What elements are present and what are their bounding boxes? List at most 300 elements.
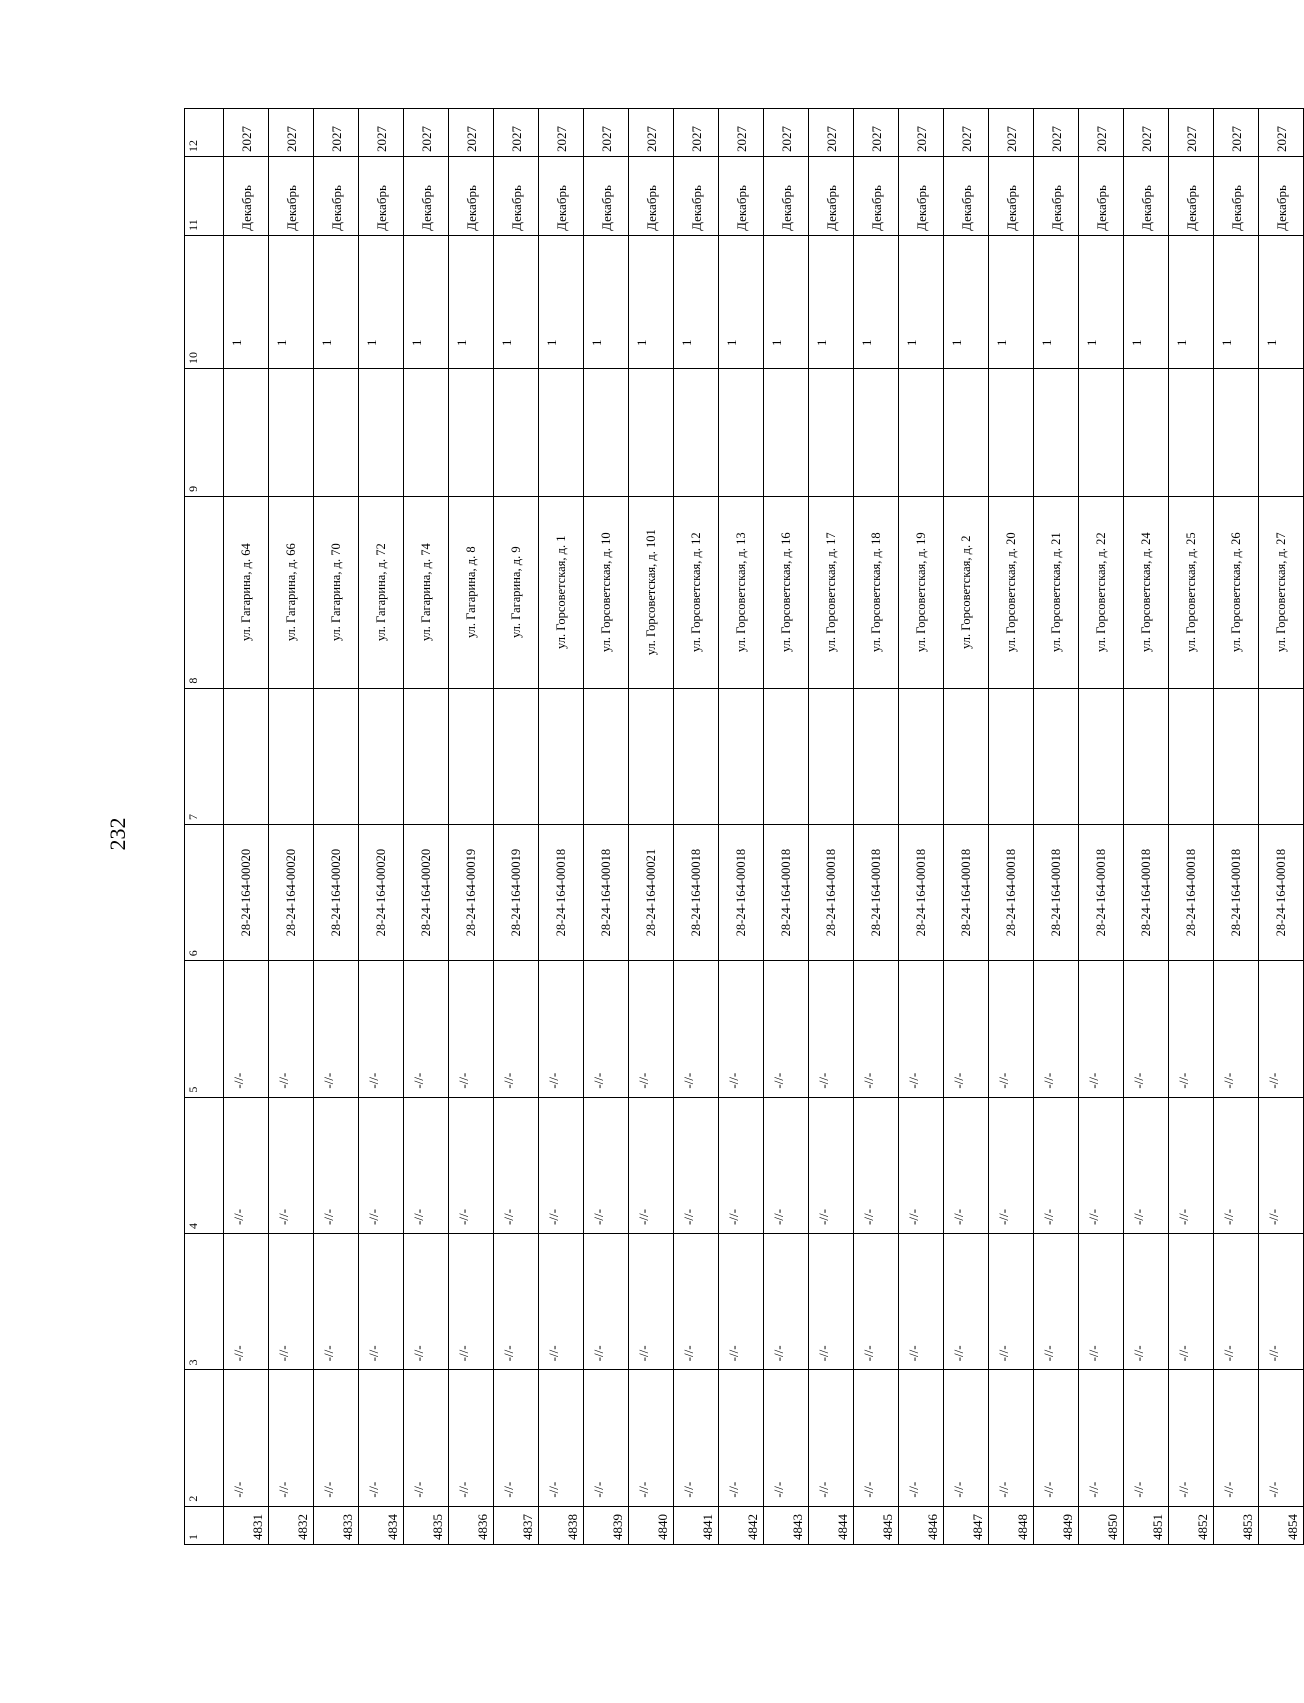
table-row <box>1124 109 1169 1545</box>
col2-value: -//- <box>674 1370 719 1506</box>
col2-value: -//- <box>1124 1370 1169 1506</box>
row-number: 4854 <box>1259 1506 1304 1544</box>
col9-value <box>269 369 314 497</box>
col4-value: -//- <box>719 1097 764 1233</box>
count: 1 <box>359 235 404 368</box>
col3-value: -//- <box>989 1233 1034 1369</box>
row-number: 4839 <box>584 1506 629 1544</box>
row-number: 4833 <box>314 1506 359 1544</box>
month: Декабрь <box>899 157 944 236</box>
col9-value <box>404 369 449 497</box>
cadastral-block: 28-24-164-00018 <box>1214 824 1259 960</box>
col4-value: -//- <box>404 1097 449 1233</box>
month: Декабрь <box>674 157 719 236</box>
table-row <box>764 109 809 1545</box>
count: 1 <box>854 235 899 368</box>
year: 2027 <box>1124 109 1169 157</box>
col2-value: -//- <box>539 1370 584 1506</box>
table-row <box>809 109 854 1545</box>
col7-value <box>449 688 494 824</box>
col5-value: -//- <box>1124 961 1169 1097</box>
col9-value <box>719 369 764 497</box>
cadastral-block: 28-24-164-00020 <box>359 824 404 960</box>
count: 1 <box>764 235 809 368</box>
year: 2027 <box>1214 109 1259 157</box>
col4-value: -//- <box>269 1097 314 1233</box>
month: Декабрь <box>404 157 449 236</box>
table-row <box>539 109 584 1545</box>
column-number-7: 7 <box>185 688 224 824</box>
year: 2027 <box>944 109 989 157</box>
cadastral-block: 28-24-164-00019 <box>494 824 539 960</box>
col7-value <box>764 688 809 824</box>
col2-value: -//- <box>719 1370 764 1506</box>
column-number-12: 12 <box>185 109 224 157</box>
table-row <box>494 109 539 1545</box>
address: ул. Гагарина, д. 64 <box>224 496 269 688</box>
address: ул. Гагарина, д. 9 <box>494 496 539 688</box>
row-number: 4849 <box>1034 1506 1079 1544</box>
col4-value: -//- <box>359 1097 404 1233</box>
row-number: 4848 <box>989 1506 1034 1544</box>
col7-value <box>899 688 944 824</box>
table-row <box>269 109 314 1545</box>
address: ул. Горсоветская, д. 20 <box>989 496 1034 688</box>
cadastral-block: 28-24-164-00018 <box>719 824 764 960</box>
col3-value: -//- <box>449 1233 494 1369</box>
col3-value: -//- <box>539 1233 584 1369</box>
address: ул. Горсоветская, д. 101 <box>629 496 674 688</box>
count: 1 <box>1079 235 1124 368</box>
col2-value: -//- <box>1259 1370 1304 1506</box>
col5-value: -//- <box>539 961 584 1097</box>
row-number: 4850 <box>1079 1506 1124 1544</box>
address: ул. Горсоветская, д. 27 <box>1259 496 1304 688</box>
col9-value <box>1034 369 1079 497</box>
col5-value: -//- <box>314 961 359 1097</box>
col9-value <box>674 369 719 497</box>
col2-value: -//- <box>314 1370 359 1506</box>
col3-value: -//- <box>809 1233 854 1369</box>
col9-value <box>764 369 809 497</box>
year: 2027 <box>224 109 269 157</box>
col2-value: -//- <box>404 1370 449 1506</box>
col3-value: -//- <box>899 1233 944 1369</box>
table-row <box>854 109 899 1545</box>
col5-value: -//- <box>1034 961 1079 1097</box>
month: Декабрь <box>359 157 404 236</box>
year: 2027 <box>449 109 494 157</box>
month: Декабрь <box>539 157 584 236</box>
cadastral-block: 28-24-164-00018 <box>1169 824 1214 960</box>
column-number-8: 8 <box>185 496 224 688</box>
address: ул. Горсоветская, д. 18 <box>854 496 899 688</box>
count: 1 <box>224 235 269 368</box>
month: Декабрь <box>584 157 629 236</box>
col4-value: -//- <box>854 1097 899 1233</box>
year: 2027 <box>1079 109 1124 157</box>
col5-value: -//- <box>854 961 899 1097</box>
count: 1 <box>1214 235 1259 368</box>
cadastral-block: 28-24-164-00018 <box>584 824 629 960</box>
col9-value <box>809 369 854 497</box>
col7-value <box>1034 688 1079 824</box>
count: 1 <box>1034 235 1079 368</box>
year: 2027 <box>1169 109 1214 157</box>
col9-value <box>899 369 944 497</box>
col4-value: -//- <box>224 1097 269 1233</box>
col2-value: -//- <box>449 1370 494 1506</box>
col3-value: -//- <box>1124 1233 1169 1369</box>
count: 1 <box>314 235 359 368</box>
col9-value <box>494 369 539 497</box>
count: 1 <box>584 235 629 368</box>
col2-value: -//- <box>944 1370 989 1506</box>
count: 1 <box>719 235 764 368</box>
table-row <box>674 109 719 1545</box>
year: 2027 <box>809 109 854 157</box>
row-number: 4834 <box>359 1506 404 1544</box>
cadastral-block: 28-24-164-00020 <box>404 824 449 960</box>
table-row <box>584 109 629 1545</box>
count: 1 <box>809 235 854 368</box>
column-number-10: 10 <box>185 235 224 368</box>
year: 2027 <box>674 109 719 157</box>
year: 2027 <box>584 109 629 157</box>
row-number: 4844 <box>809 1506 854 1544</box>
col3-value: -//- <box>629 1233 674 1369</box>
address: ул. Горсоветская, д. 13 <box>719 496 764 688</box>
col4-value: -//- <box>674 1097 719 1233</box>
col7-value <box>944 688 989 824</box>
col2-value: -//- <box>764 1370 809 1506</box>
row-number: 4838 <box>539 1506 584 1544</box>
table-row <box>1034 109 1079 1545</box>
address: ул. Горсоветская, д. 21 <box>1034 496 1079 688</box>
row-number: 4835 <box>404 1506 449 1544</box>
month: Декабрь <box>764 157 809 236</box>
row-number: 4832 <box>269 1506 314 1544</box>
year: 2027 <box>269 109 314 157</box>
col5-value: -//- <box>899 961 944 1097</box>
year: 2027 <box>854 109 899 157</box>
col3-value: -//- <box>764 1233 809 1369</box>
count: 1 <box>494 235 539 368</box>
cadastral-block: 28-24-164-00018 <box>944 824 989 960</box>
count: 1 <box>629 235 674 368</box>
col9-value <box>449 369 494 497</box>
address: ул. Горсоветская, д. 24 <box>1124 496 1169 688</box>
address: ул. Горсоветская, д. 17 <box>809 496 854 688</box>
count: 1 <box>449 235 494 368</box>
year: 2027 <box>989 109 1034 157</box>
col5-value: -//- <box>269 961 314 1097</box>
col7-value <box>629 688 674 824</box>
month: Декабрь <box>1214 157 1259 236</box>
col7-value <box>539 688 584 824</box>
col4-value: -//- <box>1169 1097 1214 1233</box>
col3-value: -//- <box>404 1233 449 1369</box>
col9-value <box>944 369 989 497</box>
col7-value <box>719 688 764 824</box>
col3-value: -//- <box>944 1233 989 1369</box>
cadastral-block: 28-24-164-00021 <box>629 824 674 960</box>
table-row <box>899 109 944 1545</box>
year: 2027 <box>719 109 764 157</box>
address: ул. Горсоветская, д. 19 <box>899 496 944 688</box>
address: ул. Гагарина, д. 66 <box>269 496 314 688</box>
row-number: 4843 <box>764 1506 809 1544</box>
address: ул. Гагарина, д. 70 <box>314 496 359 688</box>
cadastral-block: 28-24-164-00018 <box>764 824 809 960</box>
col9-value <box>1214 369 1259 497</box>
address: ул. Горсоветская, д. 1 <box>539 496 584 688</box>
col5-value: -//- <box>584 961 629 1097</box>
col4-value: -//- <box>1214 1097 1259 1233</box>
address: ул. Горсоветская, д. 12 <box>674 496 719 688</box>
col2-value: -//- <box>269 1370 314 1506</box>
col9-value <box>539 369 584 497</box>
col4-value: -//- <box>809 1097 854 1233</box>
row-number: 4842 <box>719 1506 764 1544</box>
col9-value <box>989 369 1034 497</box>
col2-value: -//- <box>989 1370 1034 1506</box>
count: 1 <box>1124 235 1169 368</box>
month: Декабрь <box>989 157 1034 236</box>
col7-value <box>224 688 269 824</box>
column-number-1: 1 <box>185 1506 224 1544</box>
col9-value <box>629 369 674 497</box>
address: ул. Горсоветская, д. 10 <box>584 496 629 688</box>
col7-value <box>359 688 404 824</box>
cadastral-block: 28-24-164-00020 <box>224 824 269 960</box>
year: 2027 <box>1034 109 1079 157</box>
cadastral-block: 28-24-164-00020 <box>314 824 359 960</box>
row-number: 4831 <box>224 1506 269 1544</box>
col5-value: -//- <box>1079 961 1124 1097</box>
cadastral-block: 28-24-164-00018 <box>899 824 944 960</box>
col4-value: -//- <box>1079 1097 1124 1233</box>
row-number: 4841 <box>674 1506 719 1544</box>
col4-value: -//- <box>449 1097 494 1233</box>
month: Декабрь <box>944 157 989 236</box>
row-number: 4852 <box>1169 1506 1214 1544</box>
year: 2027 <box>314 109 359 157</box>
col9-value <box>854 369 899 497</box>
cadastral-block: 28-24-164-00018 <box>1079 824 1124 960</box>
col5-value: -//- <box>494 961 539 1097</box>
cadastral-block: 28-24-164-00018 <box>989 824 1034 960</box>
col3-value: -//- <box>1169 1233 1214 1369</box>
year: 2027 <box>899 109 944 157</box>
col3-value: -//- <box>719 1233 764 1369</box>
col5-value: -//- <box>989 961 1034 1097</box>
month: Декабрь <box>494 157 539 236</box>
year: 2027 <box>1259 109 1304 157</box>
col7-value <box>674 688 719 824</box>
count: 1 <box>269 235 314 368</box>
table-row <box>404 109 449 1545</box>
col4-value: -//- <box>1034 1097 1079 1233</box>
count: 1 <box>674 235 719 368</box>
register-table-rotated <box>184 108 1300 1545</box>
page-number: 232 <box>105 817 130 851</box>
col3-value: -//- <box>584 1233 629 1369</box>
col7-value <box>1124 688 1169 824</box>
month: Декабрь <box>719 157 764 236</box>
col9-value <box>314 369 359 497</box>
count: 1 <box>944 235 989 368</box>
col4-value: -//- <box>989 1097 1034 1233</box>
month: Декабрь <box>314 157 359 236</box>
col4-value: -//- <box>944 1097 989 1233</box>
register-table <box>184 108 1304 1545</box>
cadastral-block: 28-24-164-00018 <box>1124 824 1169 960</box>
column-number-row <box>185 109 224 1545</box>
table-row <box>1079 109 1124 1545</box>
cadastral-block: 28-24-164-00020 <box>269 824 314 960</box>
month: Декабрь <box>1034 157 1079 236</box>
table-row <box>449 109 494 1545</box>
col2-value: -//- <box>1214 1370 1259 1506</box>
table-row <box>989 109 1034 1545</box>
col2-value: -//- <box>854 1370 899 1506</box>
row-number: 4840 <box>629 1506 674 1544</box>
row-number: 4846 <box>899 1506 944 1544</box>
col3-value: -//- <box>1079 1233 1124 1369</box>
year: 2027 <box>359 109 404 157</box>
col2-value: -//- <box>1079 1370 1124 1506</box>
table-row <box>944 109 989 1545</box>
address: ул. Горсоветская, д. 25 <box>1169 496 1214 688</box>
year: 2027 <box>539 109 584 157</box>
table-row <box>224 109 269 1545</box>
cadastral-block: 28-24-164-00018 <box>539 824 584 960</box>
table-row <box>1169 109 1214 1545</box>
col5-value: -//- <box>359 961 404 1097</box>
count: 1 <box>404 235 449 368</box>
cadastral-block: 28-24-164-00018 <box>1034 824 1079 960</box>
row-number: 4847 <box>944 1506 989 1544</box>
column-number-3: 3 <box>185 1233 224 1369</box>
table-row <box>719 109 764 1545</box>
year: 2027 <box>494 109 539 157</box>
month: Декабрь <box>854 157 899 236</box>
col7-value <box>1259 688 1304 824</box>
year: 2027 <box>764 109 809 157</box>
col4-value: -//- <box>1124 1097 1169 1233</box>
cadastral-block: 28-24-164-00018 <box>674 824 719 960</box>
year: 2027 <box>629 109 674 157</box>
col2-value: -//- <box>494 1370 539 1506</box>
col3-value: -//- <box>674 1233 719 1369</box>
col4-value: -//- <box>899 1097 944 1233</box>
col5-value: -//- <box>719 961 764 1097</box>
month: Декабрь <box>449 157 494 236</box>
col7-value <box>584 688 629 824</box>
table-row <box>359 109 404 1545</box>
col2-value: -//- <box>224 1370 269 1506</box>
col2-value: -//- <box>359 1370 404 1506</box>
col7-value <box>1214 688 1259 824</box>
col5-value: -//- <box>809 961 854 1097</box>
col5-value: -//- <box>764 961 809 1097</box>
col2-value: -//- <box>809 1370 854 1506</box>
col5-value: -//- <box>1214 961 1259 1097</box>
count: 1 <box>1259 235 1304 368</box>
address: ул. Горсоветская, д. 26 <box>1214 496 1259 688</box>
address: ул. Горсоветская, д. 2 <box>944 496 989 688</box>
month: Декабрь <box>1079 157 1124 236</box>
column-number-2: 2 <box>185 1370 224 1506</box>
col2-value: -//- <box>899 1370 944 1506</box>
col5-value: -//- <box>629 961 674 1097</box>
column-number-9: 9 <box>185 369 224 497</box>
col3-value: -//- <box>1214 1233 1259 1369</box>
month: Декабрь <box>1169 157 1214 236</box>
col3-value: -//- <box>494 1233 539 1369</box>
col5-value: -//- <box>674 961 719 1097</box>
col9-value <box>1169 369 1214 497</box>
col5-value: -//- <box>224 961 269 1097</box>
col7-value <box>1169 688 1214 824</box>
col7-value <box>989 688 1034 824</box>
cadastral-block: 28-24-164-00018 <box>809 824 854 960</box>
col7-value <box>494 688 539 824</box>
table-row <box>629 109 674 1545</box>
count: 1 <box>989 235 1034 368</box>
row-number: 4837 <box>494 1506 539 1544</box>
col3-value: -//- <box>359 1233 404 1369</box>
count: 1 <box>1169 235 1214 368</box>
year: 2027 <box>404 109 449 157</box>
col4-value: -//- <box>629 1097 674 1233</box>
row-number: 4836 <box>449 1506 494 1544</box>
col9-value <box>359 369 404 497</box>
col4-value: -//- <box>539 1097 584 1233</box>
row-number: 4851 <box>1124 1506 1169 1544</box>
month: Декабрь <box>1259 157 1304 236</box>
col7-value <box>854 688 899 824</box>
col5-value: -//- <box>404 961 449 1097</box>
col4-value: -//- <box>584 1097 629 1233</box>
col3-value: -//- <box>314 1233 359 1369</box>
col3-value: -//- <box>269 1233 314 1369</box>
cadastral-block: 28-24-164-00018 <box>854 824 899 960</box>
col5-value: -//- <box>449 961 494 1097</box>
col3-value: -//- <box>1034 1233 1079 1369</box>
col4-value: -//- <box>764 1097 809 1233</box>
col2-value: -//- <box>629 1370 674 1506</box>
col5-value: -//- <box>1259 961 1304 1097</box>
col9-value <box>1079 369 1124 497</box>
month: Декабрь <box>629 157 674 236</box>
cadastral-block: 28-24-164-00018 <box>1259 824 1304 960</box>
column-number-4: 4 <box>185 1097 224 1233</box>
col4-value: -//- <box>1259 1097 1304 1233</box>
table-row <box>1259 109 1304 1545</box>
count: 1 <box>899 235 944 368</box>
address: ул. Гагарина, д. 72 <box>359 496 404 688</box>
col3-value: -//- <box>1259 1233 1304 1369</box>
col2-value: -//- <box>1169 1370 1214 1506</box>
address: ул. Гагарина, д. 8 <box>449 496 494 688</box>
row-number: 4845 <box>854 1506 899 1544</box>
col5-value: -//- <box>944 961 989 1097</box>
col7-value <box>809 688 854 824</box>
col9-value <box>584 369 629 497</box>
address: ул. Горсоветская, д. 22 <box>1079 496 1124 688</box>
